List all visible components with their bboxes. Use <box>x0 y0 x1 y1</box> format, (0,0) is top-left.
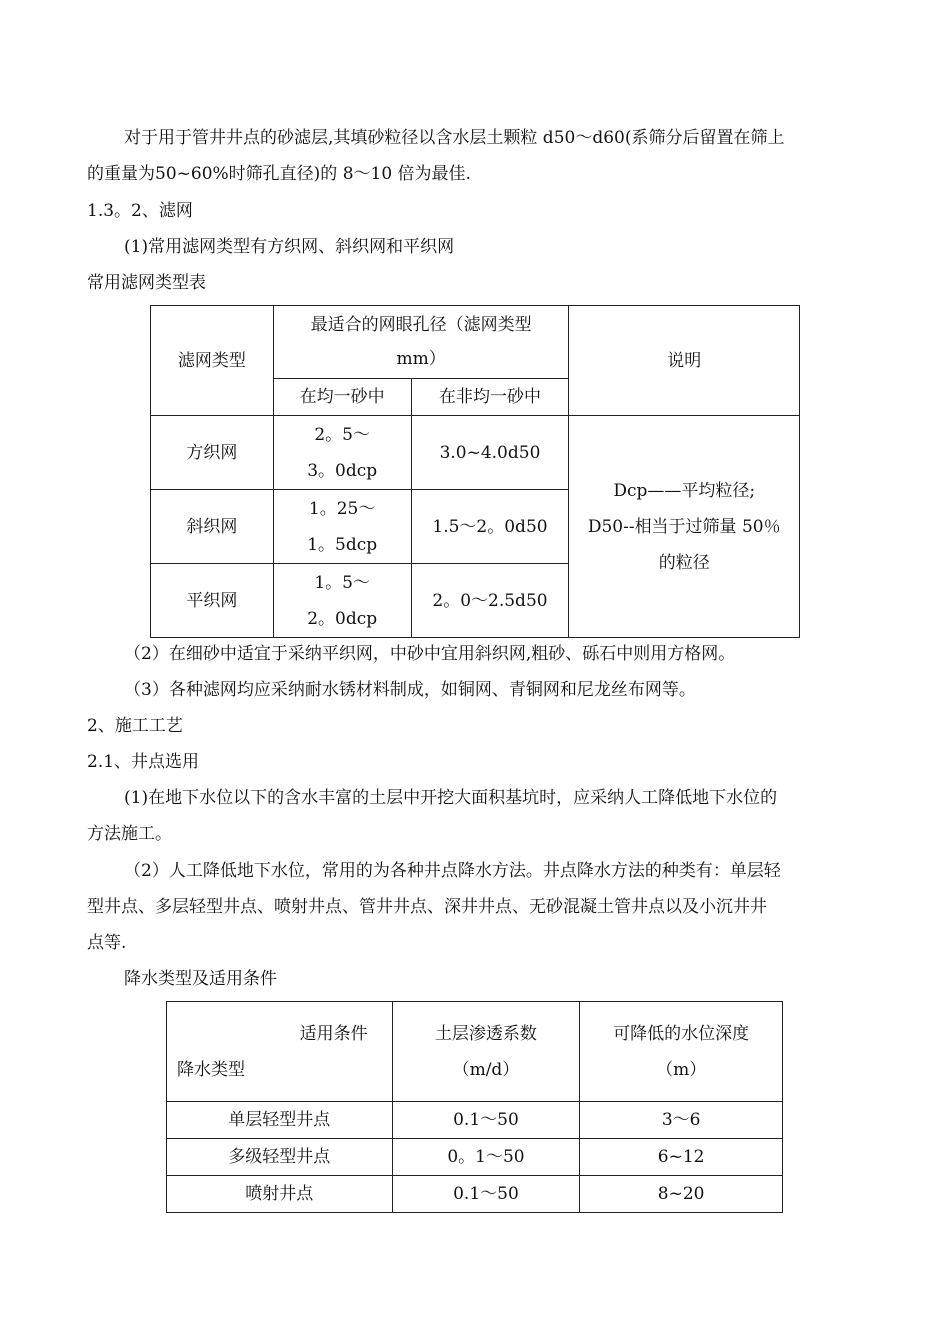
paragraph-line: 型井点、多层轻型井点、喷射井点、管井井点、深井井点、无砂混凝土管井点以及小沉井井 <box>87 897 767 917</box>
paragraph-line: （2）在细砂中适宜于采纳平织网，中砂中宜用斜织网,粗砂、砾石中则用方格网。 <box>124 644 736 664</box>
table-caption: 降水类型及适用条件 <box>124 969 277 989</box>
paragraph-line: (1)常用滤网类型有方织网、斜织网和平织网 <box>124 237 455 257</box>
filter-mesh-table <box>150 305 800 638</box>
header-note: 说明 <box>569 306 800 416</box>
header-aperture: 最适合的网眼孔径（滤网类型 mm） <box>273 306 569 379</box>
subheader-uniform: 在均一砂中 <box>273 379 411 416</box>
cell-type: 喷射井点 <box>167 1176 393 1213</box>
header-condition: 适用条件 <box>299 1023 368 1044</box>
paragraph-line: 的重量为50~60%时筛孔直径)的 8～10 倍为最佳. <box>87 164 471 184</box>
cell-uniform: 1。25～ 1。5dcp <box>273 490 411 564</box>
paragraph-line: 对于用于管井井点的砂滤层,其填砂粒径以含水层土颗粒 d50～d60(系筛分后留置在筛上 <box>124 128 785 148</box>
cell-type: 方织网 <box>151 416 274 490</box>
cell-depth: 3～6 <box>580 1102 783 1139</box>
section-heading: 2、施工工艺 <box>87 716 183 736</box>
paragraph-line: （2）人工降低地下水位，常用的为各种井点降水方法。井点降水方法的种类有：单层轻 <box>124 861 781 881</box>
cell-nonuniform: 1.5～2。0d50 <box>411 490 569 564</box>
header-permeability: 土层渗透系数 （m/d） <box>392 1002 580 1102</box>
cell-type: 多级轻型井点 <box>167 1139 393 1176</box>
cell-type: 平织网 <box>151 564 274 638</box>
cell-uniform: 1。5～ 2。0dcp <box>273 564 411 638</box>
cell-depth: 6~12 <box>580 1139 783 1176</box>
cell-type: 斜织网 <box>151 490 274 564</box>
dewatering-table <box>166 1001 783 1213</box>
section-heading: 2.1、井点选用 <box>87 752 200 772</box>
paragraph-line: （3）各种滤网均应采纳耐水锈材料制成，如铜网、青铜网和尼龙丝布网等。 <box>124 680 696 700</box>
cell-perm: 0。1～50 <box>392 1139 580 1176</box>
cell-note: Dcp——平均粒径; D50--相当于过筛量 50％ 的粒径 <box>569 416 800 638</box>
cell-perm: 0.1～50 <box>392 1176 580 1213</box>
cell-perm: 0.1～50 <box>392 1102 580 1139</box>
cell-uniform: 2。5～ 3。0dcp <box>273 416 411 490</box>
paragraph-line: 点等. <box>87 933 127 953</box>
cell-nonuniform: 3.0~4.0d50 <box>411 416 569 490</box>
table-caption: 常用滤网类型表 <box>87 273 206 293</box>
section-heading: 1.3。2、滤网 <box>87 201 193 221</box>
subheader-nonuniform: 在非均一砂中 <box>411 379 569 416</box>
cell-nonuniform: 2。0～2.5d50 <box>411 564 569 638</box>
cell-depth: 8~20 <box>580 1176 783 1213</box>
header-diagonal-cell <box>167 1002 393 1102</box>
header-mesh-type: 滤网类型 <box>151 306 274 416</box>
paragraph-line: 方法施工。 <box>87 824 172 844</box>
header-type: 降水类型 <box>177 1059 245 1080</box>
paragraph-line: (1)在地下水位以下的含水丰富的土层中开挖大面积基坑时，应采纳人工降低地下水位的 <box>124 788 778 808</box>
cell-type: 单层轻型井点 <box>167 1102 393 1139</box>
header-depth: 可降低的水位深度 （m） <box>580 1002 783 1102</box>
